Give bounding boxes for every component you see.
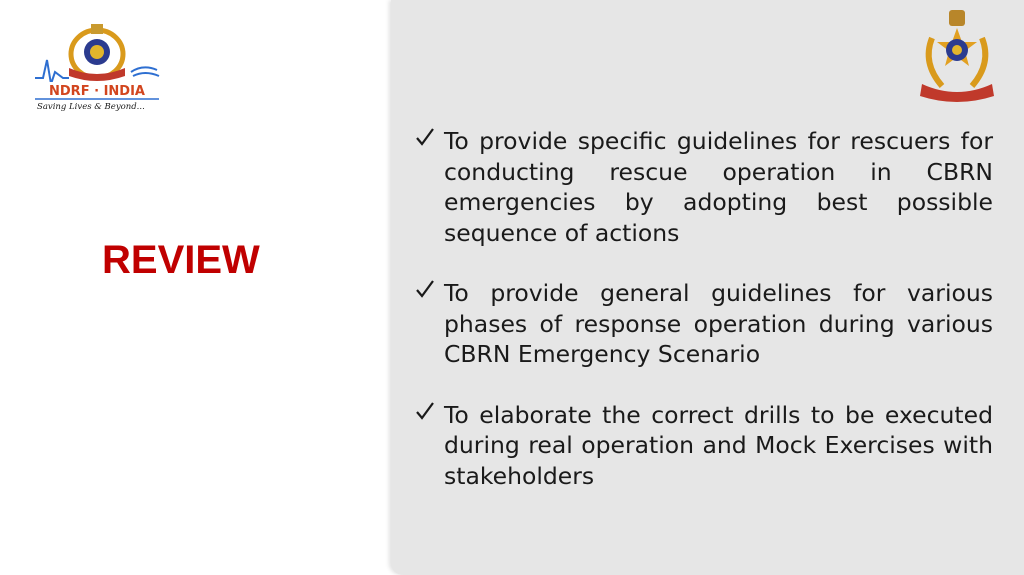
checkmark-icon bbox=[415, 401, 435, 421]
emblem-graphic bbox=[912, 8, 1002, 104]
checkmark-icon bbox=[415, 127, 435, 147]
bullet-text: To provide general guidelines for various phases of response operation during various CBRN Emergency Scenario bbox=[444, 279, 993, 368]
emblem-logo bbox=[912, 8, 1002, 104]
ndrf-tagline: Saving Lives & Beyond... bbox=[37, 102, 145, 112]
list-item bbox=[413, 126, 993, 248]
list-item bbox=[413, 400, 993, 492]
ndrf-name: NDRF · INDIA bbox=[49, 84, 145, 99]
list-item bbox=[413, 278, 993, 370]
content-panel bbox=[391, 0, 1024, 575]
bullet-text: To provide specific guidelines for rescuers for conducting rescue operation in CBRN emergencies by adopting best possible sequence of actions bbox=[444, 127, 993, 247]
ndrf-logo-graphic bbox=[33, 24, 161, 112]
bullet-text: To elaborate the correct drills to be executed during real operation and Mock Exercises with stakeholders bbox=[444, 400, 993, 490]
ndrf-logo bbox=[33, 24, 161, 112]
bullet-list bbox=[413, 126, 993, 521]
page-title: REVIEW bbox=[102, 238, 260, 282]
checkmark-icon bbox=[415, 279, 435, 299]
